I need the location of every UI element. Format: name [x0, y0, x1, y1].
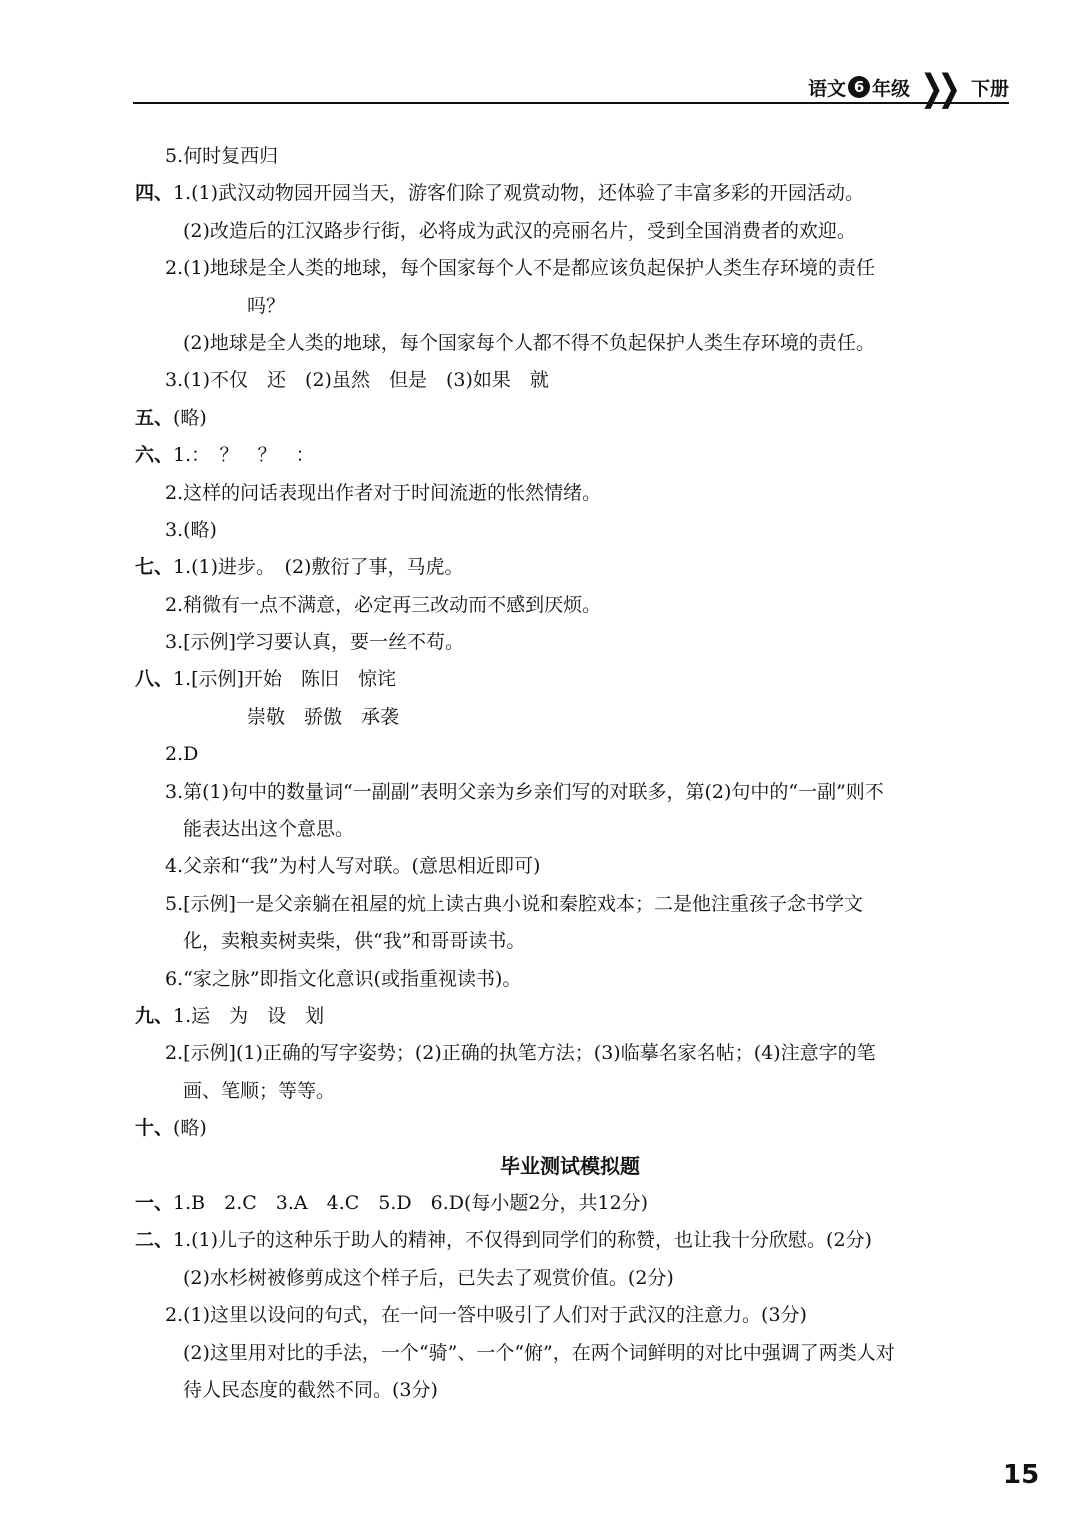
answer-line: 3.第(1)句中的数量词“一副副”表明父亲为乡亲们写的对联多，第(2)句中的“一副”则不	[165, 780, 884, 803]
answer-line: 七、1.(1)进步。 (2)敷衍了事，马虎。	[135, 556, 464, 579]
answer-line: 四、1.(1)武汉动物园开园当天，游客们除了观赏动物，还体验了丰富多彩的开园活动。	[135, 182, 865, 205]
answer-line: 五、(略)	[135, 406, 207, 429]
answer-line: 3.(1)不仅 还 (2)虽然 但是 (3)如果 就	[165, 369, 549, 392]
answer-line: 能表达出这个意思。	[183, 818, 355, 841]
answer-line: 画、笔顺；等等。	[183, 1079, 336, 1102]
answer-line: 崇敬 骄傲 承袭	[247, 705, 400, 728]
answer-line: (2)水杉树被修剪成这个样子后，已失去了观赏价值。(2分)	[183, 1266, 674, 1289]
answer-line: 待人民态度的截然不同。(3分)	[183, 1378, 438, 1401]
answer-line: 2.稍微有一点不满意，必定再三改动而不感到厌烦。	[165, 593, 602, 616]
section-number: 六、	[135, 444, 174, 467]
answer-line: 化，卖粮卖树卖柴，供“我”和哥哥读书。	[183, 930, 526, 953]
double-chevron-icon: ❯❯	[920, 65, 955, 109]
answer-line: 2.(1)地球是全人类的地球，每个国家每个人不是都应该负起保护人类生存环境的责任	[165, 257, 876, 280]
answer-line: (2)地球是全人类的地球，每个国家每个人都不得不负起保护人类生存环境的责任。	[183, 331, 875, 354]
answer-line: 5.[示例]一是父亲躺在祖屋的炕上读古典小说和秦腔戏本；二是他注重孩子念书学文	[165, 892, 863, 915]
answer-line: 吗？	[247, 294, 286, 317]
header-subject: 语文	[808, 77, 847, 100]
answer-block-1	[135, 138, 1005, 1148]
answer-line: 3.[示例]学习要认真，要一丝不苟。	[165, 631, 464, 654]
answer-line: 九、1.运 为 设 划	[135, 1004, 325, 1027]
header-volume: 下册	[970, 77, 1009, 100]
answer-line: 2.[示例](1)正确的写字姿势；(2)正确的执笔方法；(3)临摹名家名帖；(4)注意字的笔	[165, 1042, 876, 1065]
header-title	[808, 65, 1009, 109]
section-number: 一、	[135, 1191, 174, 1214]
answer-line: 二、1.(1)儿子的这种乐于助人的精神，不仅得到同学们的称赞，也让我十分欣慰。(2分)	[135, 1229, 872, 1252]
section-number: 八、	[135, 668, 174, 691]
section-number: 七、	[135, 556, 174, 579]
header-rule	[133, 102, 1009, 104]
section-number: 九、	[135, 1004, 174, 1027]
answer-line: 2.(1)这里以设问的句式，在一问一答中吸引了人们对于武汉的注意力。(3分)	[165, 1304, 807, 1327]
grade-number-badge: 6	[848, 76, 870, 98]
answer-line: 6.“家之脉”即指文化意识(或指重视读书)。	[165, 967, 522, 990]
answer-content	[135, 138, 1005, 1409]
answer-line: 4.父亲和“我”为村人写对联。(意思相近即可)	[165, 855, 541, 878]
section-title: 毕业测试模拟题	[500, 1153, 640, 1178]
answer-line: 3.(略)	[165, 518, 217, 541]
answer-line: 六、1.： ？ ？ ：	[135, 444, 315, 467]
answer-line: 2.这样的问话表现出作者对于时间流逝的怅然情绪。	[165, 481, 602, 504]
section-number: 四、	[135, 182, 174, 205]
answer-line: (2)这里用对比的手法，一个“骑”、一个“俯”，在两个词鲜明的对比中强调了两类人对	[183, 1341, 895, 1364]
answer-block-2	[135, 1185, 1005, 1409]
page-number: 15	[1003, 1460, 1040, 1490]
header-grade: 年级	[872, 77, 911, 100]
answer-line: 八、1.[示例]开始 陈旧 惊诧	[135, 668, 396, 691]
section-number: 二、	[135, 1229, 174, 1252]
answer-line: 5.何时复西归	[165, 145, 279, 167]
page-header	[133, 65, 1009, 109]
answer-line: (2)改造后的江汉路步行街，必将成为武汉的亮丽名片，受到全国消费者的欢迎。	[183, 219, 856, 242]
answer-line: 一、1.B 2.C 3.A 4.C 5.D 6.D(每小题2分，共12分)	[135, 1191, 649, 1214]
section-number: 五、	[135, 406, 174, 429]
answer-line: 2.D	[165, 743, 199, 766]
answer-line: 十、(略)	[135, 1117, 207, 1140]
section-number: 十、	[135, 1117, 174, 1140]
